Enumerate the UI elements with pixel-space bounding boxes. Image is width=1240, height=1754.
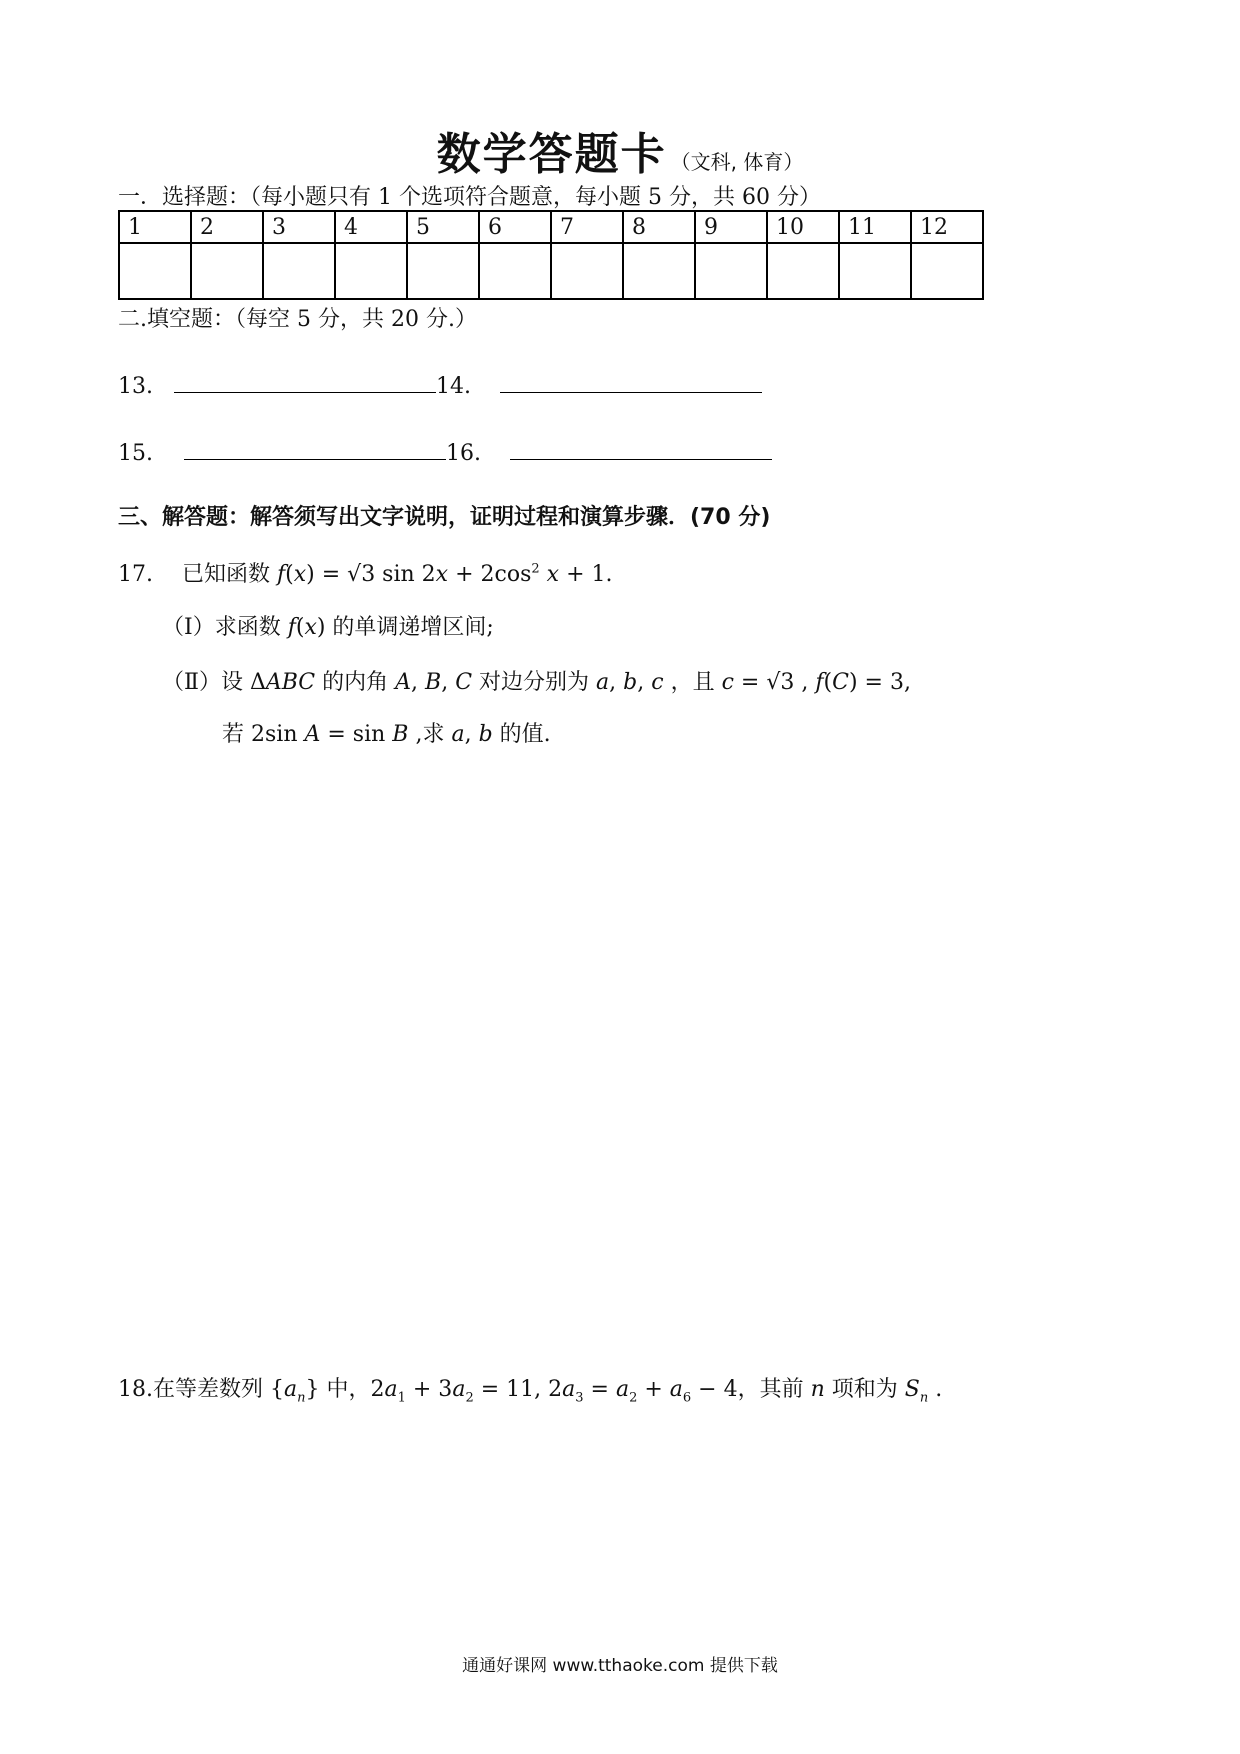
fill-blank-row-2 [118, 437, 772, 466]
q17-part2: （Ⅱ）设 ΔABC 的内角 A, B, C 对边分别为 a, b, c ，且 c = √3 , f(C) = 3, [162, 670, 911, 695]
choice-number-cell: 5 [407, 211, 479, 243]
choice-number-row [119, 211, 983, 243]
section1-heading: 一．选择题：（每小题只有 1 个选项符合题意，每小题 5 分，共 60 分） [118, 185, 821, 210]
q17-part2b: 若 2sin A = sin B ,求 a, b 的值. [222, 722, 551, 747]
blank-16-label: 16. [446, 441, 481, 466]
choice-answer-cell[interactable] [911, 243, 983, 299]
choice-answer-cell[interactable] [839, 243, 911, 299]
choice-number-cell: 11 [839, 211, 911, 243]
q17-part1: （Ⅰ）求函数 f(x) 的单调递增区间; [162, 615, 494, 640]
q17-number: 17. [118, 562, 153, 587]
choice-number-cell: 6 [479, 211, 551, 243]
choice-number-cell: 8 [623, 211, 695, 243]
section2-heading: 二.填空题：（每空 5 分，共 20 分.） [118, 307, 477, 332]
blank-15-line[interactable] [184, 437, 446, 460]
choice-number-cell: 1 [119, 211, 191, 243]
choice-number-cell: 9 [695, 211, 767, 243]
q18-stem: 18.在等差数列 $\{a_n\}$ 中，$2a_1 + 3a_2 = 11$, $2a_3 = a_2 + a_6 - 4$，其前 n 项和为 $S_n$ . [118, 1377, 943, 1406]
blank-13-label: 13. [118, 374, 153, 399]
choice-answer-grid [118, 210, 984, 300]
choice-number-cell: 4 [335, 211, 407, 243]
choice-answer-cell[interactable] [119, 243, 191, 299]
page-title [0, 118, 1240, 182]
choice-answer-cell[interactable] [263, 243, 335, 299]
blank-14-label: 14. [436, 374, 471, 399]
q17-stem [118, 557, 613, 588]
title-text: 数学答题卡 [436, 129, 667, 180]
blank-16-line[interactable] [510, 437, 772, 460]
choice-answer-cell[interactable] [623, 243, 695, 299]
title-subtitle: （文科, 体育） [670, 150, 804, 174]
choice-table [118, 210, 984, 300]
choice-answer-cell[interactable] [695, 243, 767, 299]
choice-answer-cell[interactable] [551, 243, 623, 299]
choice-answer-cell[interactable] [191, 243, 263, 299]
choice-answer-cell[interactable] [407, 243, 479, 299]
q17-formula: 已知函数 f(x) = √3 $\sin 2x + 2\cos^2$ x + 1. [182, 561, 613, 587]
section3-heading: 三、解答题：解答须写出文字说明，证明过程和演算步骤．(70 分) [118, 505, 771, 530]
choice-answer-cell[interactable] [767, 243, 839, 299]
choice-number-cell: 12 [911, 211, 983, 243]
choice-answer-cell[interactable] [479, 243, 551, 299]
choice-number-cell: 3 [263, 211, 335, 243]
choice-number-cell: 10 [767, 211, 839, 243]
blank-13-line[interactable] [174, 370, 436, 393]
blank-15-label: 15. [118, 441, 153, 466]
choice-number-cell: 7 [551, 211, 623, 243]
footer-source: 通通好课网 www.tthaoke.com 提供下载 [462, 1656, 778, 1676]
choice-answer-row [119, 243, 983, 299]
fill-blank-row-1 [118, 370, 762, 399]
choice-number-cell: 2 [191, 211, 263, 243]
choice-answer-cell[interactable] [335, 243, 407, 299]
blank-14-line[interactable] [500, 370, 762, 393]
